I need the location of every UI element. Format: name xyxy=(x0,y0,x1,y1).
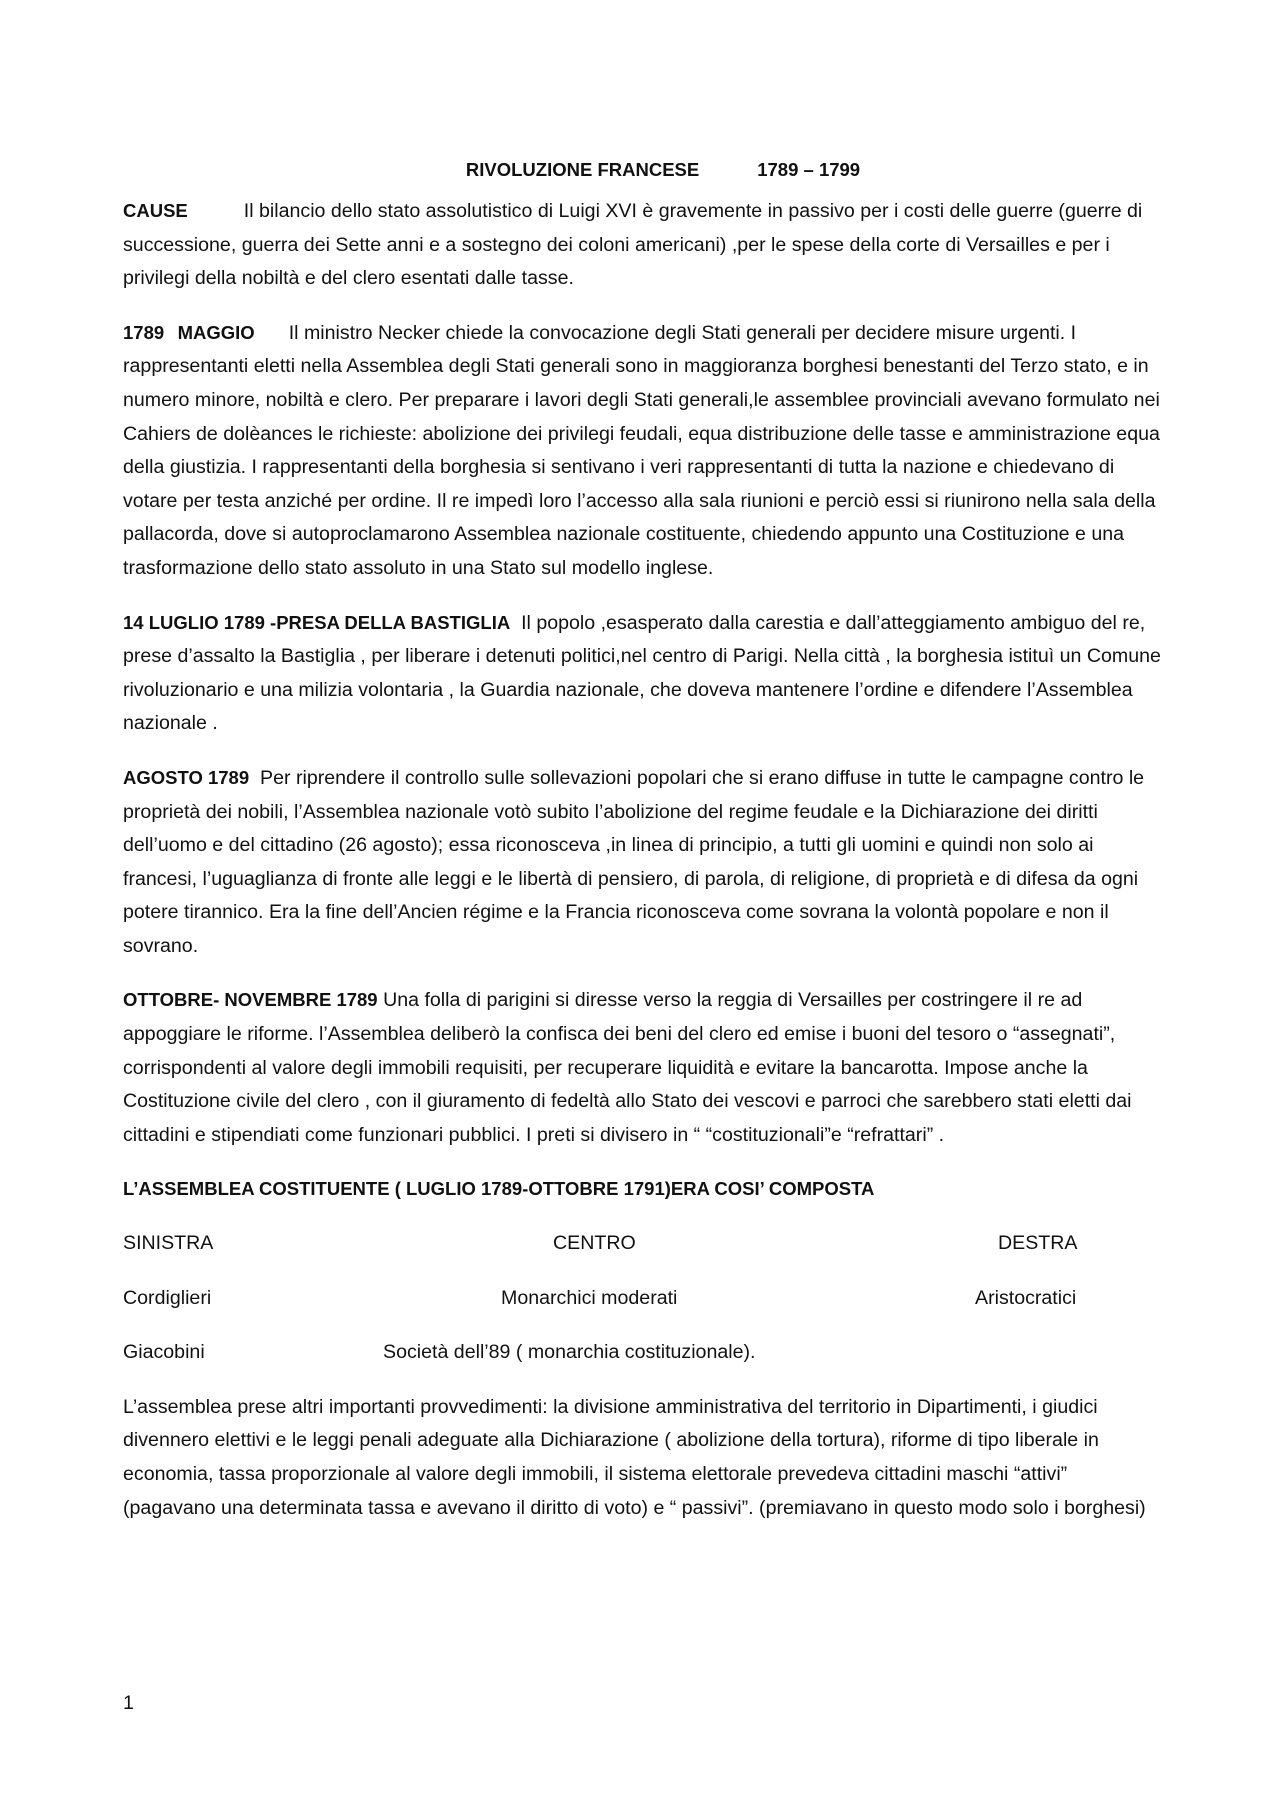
paragraph-agosto xyxy=(123,761,1163,964)
paragraph-bastiglia xyxy=(123,606,1163,741)
assembly-cell-right: Aristocratici xyxy=(975,1286,1077,1309)
paragraph-text: Il ministro Necker chiede la convocazione degli Stati generali per decidere misure urgenti. I rappresentanti eletti nella Assemblea degli Stati generali sono in maggioranza borghesi benestanti del Terzo stato, e in numero minore, nobiltà e clero. Per preparare i lavori degli Stati generali,le assemblee provinciali avevano formulato nei Cahiers de dolèances le richieste: abolizione dei privilegi feudali, equa distribuzione delle tasse e amministrazione equa della giustizia. I rappresentanti della borghesia si sentivano i veri rappresentanti di tutta la nazione e chiedevano di votare per testa anziché per ordine. Il re impedì loro l’accesso alla sala riunioni e perciò essi si riunirono nella sala della pallacorda, dove si autoproclamarono Assemblea nazionale costituente, chiedendo appunto una Costituzione e una trasformazione dello stato assoluto in una Stato sul modello inglese. xyxy=(123,321,1160,579)
document-body xyxy=(123,153,1163,1545)
paragraph-lead: AGOSTO 1789 xyxy=(123,766,250,788)
paragraph-text: Per riprendere il controllo sulle sollevazioni popolari che si erano diffuse in tutte le campagne contro le proprietà dei nobili, l’Assemblea nazionale votò subito l’abolizione del regime feudale e la Dichiarazione dei diritti dell’uomo e del cittadino (26 agosto); essa riconosceva ,in linea di principio, a tutti gli uomini e quindi non solo ai francesi, l’uguaglianza di fronte alle leggi e le libertà di pensiero, di parola, di religione, di proprietà e di difesa da ogni potere tirannico. Era la fine dell’Ancien régime e la Francia riconosceva come sovrana la volontà popolare e non il sovrano. xyxy=(123,766,1145,957)
paragraph-text: Una folla di parigini si diresse verso la reggia di Versailles per costringere il re ad appoggiare le riforme. l’Assemblea deliberò la confisca dei beni del clero ed emise i buoni del tesoro o “assegnati”, corrispondenti al valore degli immobili requisiti, per recuperare liquidità e evitare la bancarotta. Impose anche la Costituzione civile del clero , con il giuramento di fedeltà allo Stato dei vescovi e parroci che sarebbero stati eletti dai cittadini e stipendiati come funzionari pubblici. I preti si divisero in “ “costituzionali”e “refrattari” . xyxy=(123,989,1132,1146)
assembly-row xyxy=(123,1282,1163,1316)
assembly-cell-right: DESTRA xyxy=(998,1232,1078,1255)
paragraph-lead-month: MAGGIO xyxy=(177,321,255,343)
paragraph-maggio xyxy=(123,316,1163,586)
paragraph-lead: CAUSE xyxy=(123,200,188,221)
paragraph-provvedimenti xyxy=(123,1391,1163,1525)
paragraph-ottobre xyxy=(123,983,1163,1152)
assembly-heading: L’ASSEMBLEA COSTITUENTE ( LUGLIO 1789-OTTOBRE 1791)ERA COSI’ COMPOSTA xyxy=(123,1178,875,1200)
assembly-cell-center: Società dell’89 ( monarchia costituzionale). xyxy=(383,1341,756,1364)
paragraph-cause xyxy=(123,194,1163,296)
assembly-cell-left: Cordiglieri xyxy=(123,1286,212,1309)
paragraph-lead: OTTOBRE- NOVEMBRE 1789 xyxy=(123,989,378,1011)
title-years: 1789 – 1799 xyxy=(757,159,861,180)
page-number: 1 xyxy=(123,1692,134,1714)
assembly-cell-center: CENTRO xyxy=(553,1232,636,1255)
assembly-cell-left: SINISTRA xyxy=(123,1232,214,1255)
assembly-cell-left: Giacobini xyxy=(123,1341,205,1364)
paragraph-text: L’assemblea prese altri importanti provvedimenti: la divisione amministrativa del territorio in Dipartimenti, i giudici divennero elettivi e le leggi penali adeguate alla Dichiarazione ( abolizione della tortura), riforme di tipo liberale in economia, tassa proporzionale al valore degli immobili, il sistema elettorale prevedeva cittadini maschi “attivi” (pagavano una determinata tassa e avevano il diritto di voto) e “ passivi”. (premiavano in questo modo solo i borghesi) xyxy=(123,1395,1146,1519)
assembly-row xyxy=(123,1336,1163,1370)
paragraph-text: Il popolo ,esasperato dalla carestia e dall’atteggiamento ambiguo del re, prese d’assalto la Bastiglia , per liberare i detenuti politici,nel centro di Parigi. Nella città , la borghesia istituì un Comune rivoluzionario e una milizia volontaria , la Guardia nazionale, che doveva mantenere l’ordine e difendere l’Assemblea nazionale . xyxy=(123,611,1161,735)
paragraph-text: Il bilancio dello stato assolutistico di Luigi XVI è gravemente in passivo per i costi delle guerre (guerre di successione, guerra dei Sette anni e a sostegno dei coloni americani) ,per le spese della corte di Versailles e per i privilegi della nobiltà e del clero esentati dalle tasse. xyxy=(123,200,1143,290)
paragraph-lead: 14 LUGLIO 1789 -PRESA DELLA BASTIGLIA xyxy=(123,611,511,633)
document-title xyxy=(123,153,1163,186)
assembly-cell-center: Monarchici moderati xyxy=(501,1286,678,1309)
title-text: RIVOLUZIONE FRANCESE xyxy=(465,159,700,180)
paragraph-lead-year: 1789 xyxy=(123,321,165,343)
assembly-row xyxy=(123,1227,1163,1261)
